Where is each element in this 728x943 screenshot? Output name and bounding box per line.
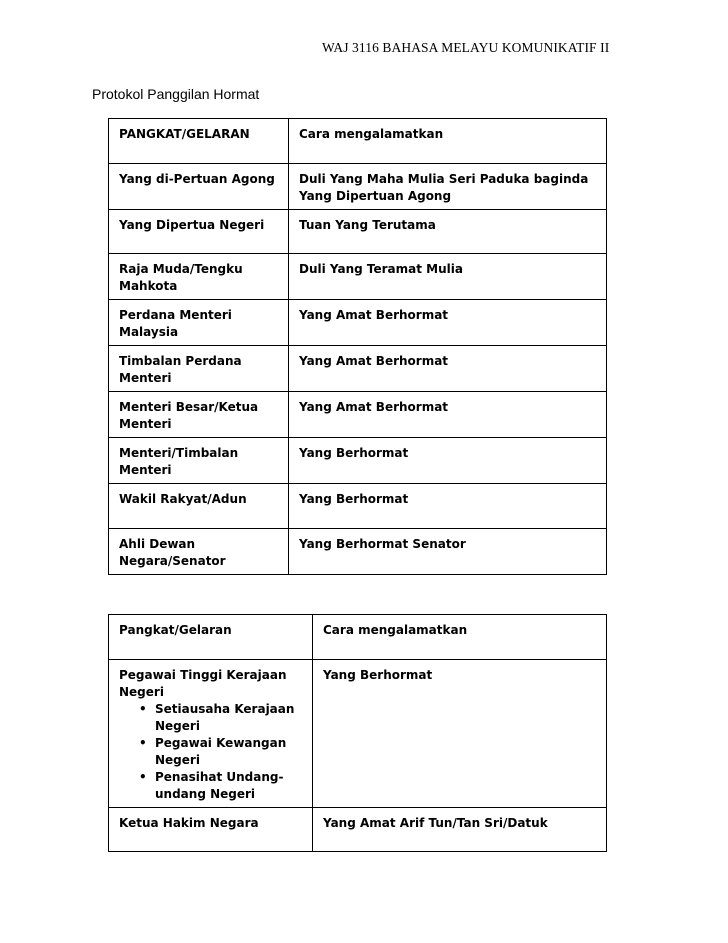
table-row — [109, 346, 607, 392]
table-row — [109, 808, 607, 852]
address-cell: Yang Amat Arif Tun/Tan Sri/Datuk — [313, 808, 607, 852]
rank-cell: Wakil Rakyat/Adun — [109, 484, 289, 529]
header-cell-rank: Pangkat/Gelaran — [109, 615, 313, 660]
rank-label: Pegawai Tinggi Kerajaan Negeri — [119, 668, 287, 699]
rank-cell: Yang di-Pertuan Agong — [109, 163, 289, 209]
address-cell: Yang Amat Berhormat — [289, 346, 607, 392]
address-cell: Duli Yang Maha Mulia Seri Paduka baginda Yang Dipertuan Agong — [289, 163, 607, 209]
address-cell: Yang Berhormat Senator — [289, 528, 607, 574]
table-row — [109, 300, 607, 346]
list-item-label: Setiausaha Kerajaan Negeri — [155, 702, 295, 733]
list-item-label: Pegawai Kewangan Negeri — [155, 736, 287, 767]
rank-cell: Ahli Dewan Negara/Senator — [109, 528, 289, 574]
sub-rank-list — [119, 701, 306, 803]
document-header: WAJ 3116 BAHASA MELAYU KOMUNIKATIF II — [322, 40, 610, 55]
list-item-label: Penasihat Undang-undang Negeri — [155, 770, 284, 801]
rank-cell: Ketua Hakim Negara — [109, 808, 313, 852]
bullet-icon: • — [139, 770, 147, 784]
protocol-table-1 — [108, 118, 607, 575]
address-cell: Duli Yang Teramat Mulia — [289, 254, 607, 300]
address-cell: Yang Berhormat — [313, 660, 607, 808]
address-cell: Yang Amat Berhormat — [289, 300, 607, 346]
header-cell-rank: PANGKAT/GELARAN — [109, 119, 289, 164]
page-title: Protokol Panggilan Hormat — [92, 86, 260, 102]
table-row — [109, 392, 607, 438]
header-cell-address: Cara mengalamatkan — [289, 119, 607, 164]
table-row — [109, 163, 607, 209]
address-cell: Yang Berhormat — [289, 438, 607, 484]
table-row — [109, 438, 607, 484]
rank-cell: Menteri/Timbalan Menteri — [109, 438, 289, 484]
bullet-icon: • — [139, 736, 147, 750]
list-item — [139, 735, 306, 769]
list-item — [139, 701, 306, 735]
address-cell: Yang Berhormat — [289, 484, 607, 529]
rank-cell: Timbalan Perdana Menteri — [109, 346, 289, 392]
table-row — [109, 660, 607, 808]
rank-cell: Raja Muda/Tengku Mahkota — [109, 254, 289, 300]
table-row — [109, 528, 607, 574]
table-header-row — [109, 615, 607, 660]
list-item — [139, 769, 306, 803]
rank-cell — [109, 660, 313, 808]
table-row — [109, 209, 607, 254]
header-cell-address: Cara mengalamatkan — [313, 615, 607, 660]
rank-cell: Perdana Menteri Malaysia — [109, 300, 289, 346]
bullet-icon: • — [139, 702, 147, 716]
address-cell: Yang Amat Berhormat — [289, 392, 607, 438]
protocol-table-2 — [108, 614, 607, 852]
table-row — [109, 254, 607, 300]
rank-cell: Menteri Besar/Ketua Menteri — [109, 392, 289, 438]
table-header-row — [109, 119, 607, 164]
table-row — [109, 484, 607, 529]
address-cell: Tuan Yang Terutama — [289, 209, 607, 254]
rank-cell: Yang Dipertua Negeri — [109, 209, 289, 254]
